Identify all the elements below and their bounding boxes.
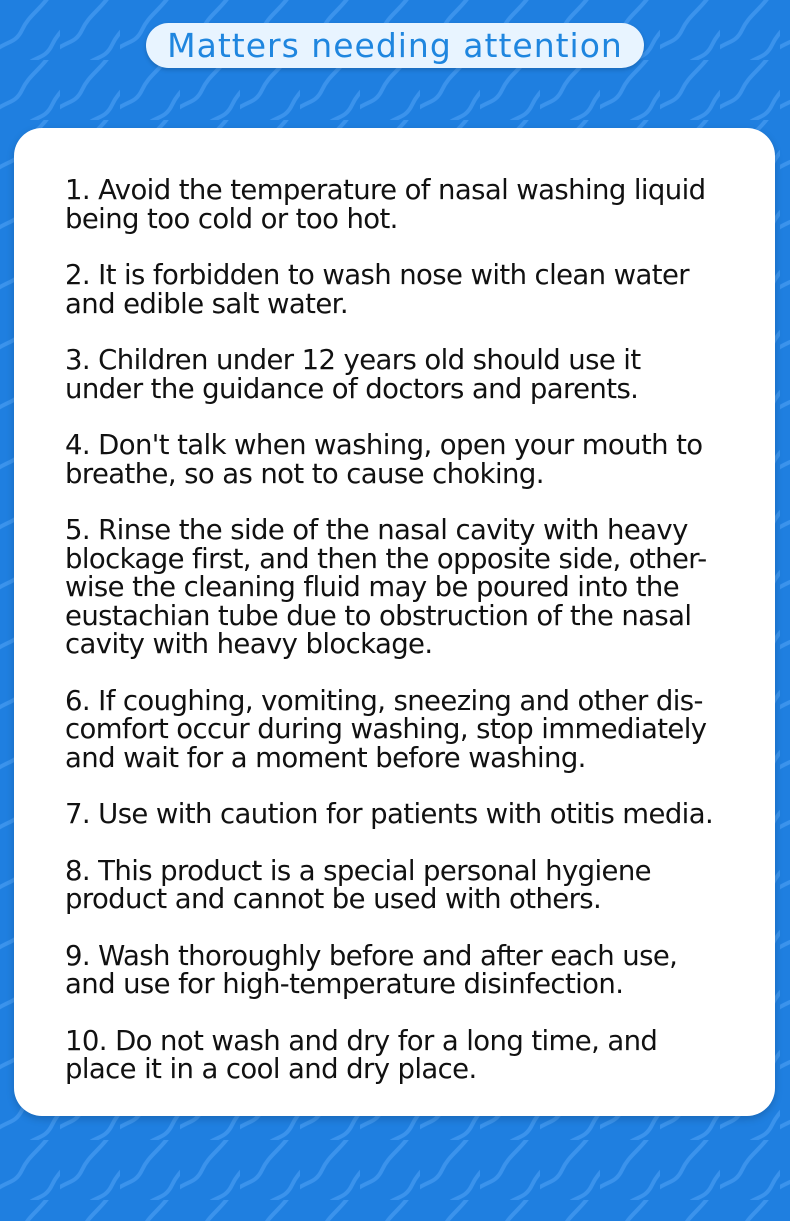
- note-item-7: 7. Use with caution for patients with otitis media.: [65, 798, 714, 830]
- note-item-3: 3. Children under 12 years old should use it under the guidance of doctors and parents.: [65, 344, 641, 405]
- title-banner: [146, 23, 644, 68]
- page-title: Matters needing attention: [167, 26, 623, 65]
- note-item-2: 2. It is forbidden to wash nose with clean water and edible salt water.: [65, 259, 690, 320]
- note-item-5: 5. Rinse the side of the nasal cavity with heavy blockage first, and then the opposite side, other- wise the cleaning fluid may be poured into the eustachian tube due to obstruction of the nasal cavity with heavy blockage.: [65, 514, 707, 660]
- note-item-1: 1. Avoid the temperature of nasal washing liquid being too cold or too hot.: [65, 174, 706, 235]
- notes-list: [65, 176, 755, 1112]
- note-item-9: 9. Wash thoroughly before and after each use, and use for high-temperature disinfection.: [65, 939, 678, 1000]
- note-item-4: 4. Don't talk when washing, open your mouth to breathe, so as not to cause choking.: [65, 429, 703, 490]
- note-item-8: 8. This product is a special personal hygiene product and cannot be used with others.: [65, 854, 651, 915]
- note-item-10: 10. Do not wash and dry for a long time, and place it in a cool and dry place.: [65, 1024, 658, 1085]
- notes-card: [14, 128, 775, 1116]
- note-item-6: 6. If coughing, vomiting, sneezing and other dis- comfort occur during washing, stop immediately and wait for a moment before washing.: [65, 684, 707, 774]
